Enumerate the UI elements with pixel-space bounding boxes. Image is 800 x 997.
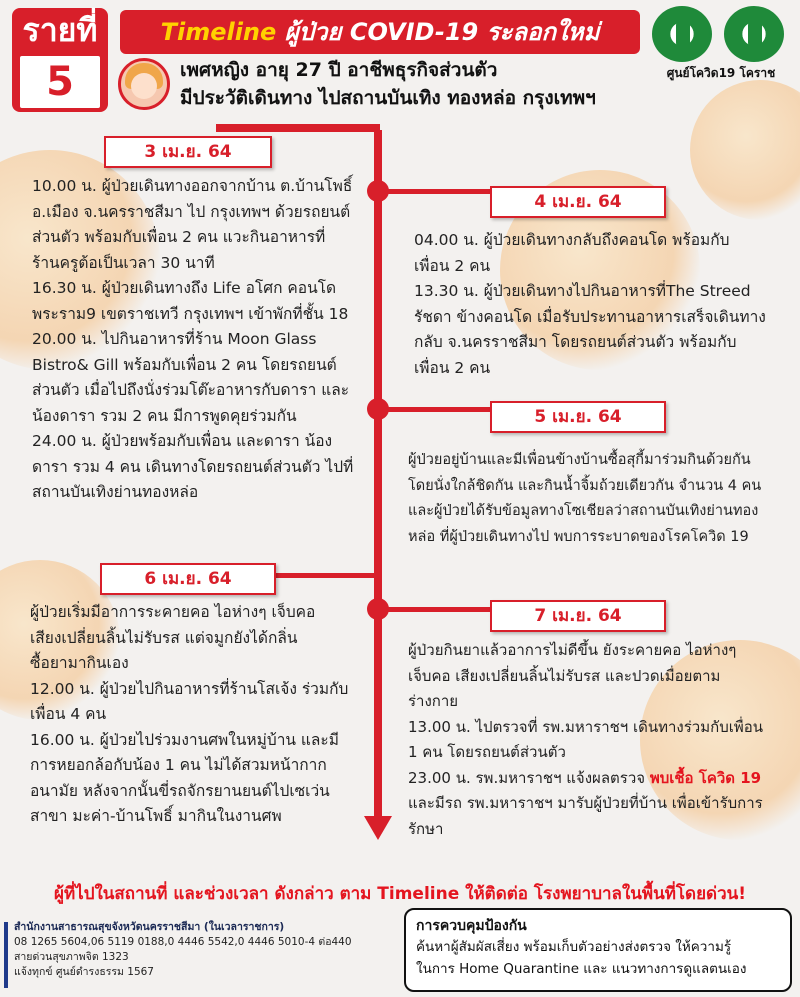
timeline-connector: [380, 189, 490, 194]
event-line: 12.00 น. ผู้ป่วยไปกินอาหารที่ร้านโสเจ้ง ร่วมกับ: [30, 679, 349, 698]
province-seal-icon: [652, 6, 712, 62]
prevention-box: [404, 908, 792, 992]
mental-health-hotline: สายด่วนสุขภาพจิต 1323: [14, 951, 129, 963]
event-line: รักษา: [408, 819, 444, 838]
event-line: ดารา รวม 4 คน เดินทางโดยรถยนต์ส่วนตัว ไปที่: [32, 457, 354, 476]
event-line: เสียงเปลี่ยนลิ้นไม่รับรส แต่จมูกยังได้กลิ่น: [30, 628, 298, 647]
timeline-connector: [380, 407, 490, 412]
date-apr-6: 6 เม.ย. 64: [100, 563, 276, 595]
event-line: อ.เมือง จ.นครราชสีมา ไป กรุงเทพฯ ด้วยรถยนต์: [32, 202, 351, 221]
event-line: หล่อ ที่ผู้ป่วยเดินทางไป พบการระบาดของโรคโควิด 19: [408, 528, 749, 545]
date-apr-7: 7 เม.ย. 64: [490, 600, 666, 632]
event-line: และมีรถ รพ.มหาราชฯ มารับผู้ป่วยที่บ้าน เพื่อเข้ารับการ: [408, 794, 763, 812]
event-line: 13.00 น. ไปตรวจที่ รพ.มหาราชฯ เดินทางร่วมกับเพื่อน: [408, 717, 763, 736]
title-highlight: Timeline: [160, 18, 277, 46]
event-line: โดยนั่งใกล้ชิดกัน และกินน้ำจิ้มถ้วยเดียวกัน จำนวน 4 คน: [408, 477, 762, 494]
events-apr-7: [408, 638, 798, 842]
virus-decoration: [690, 80, 800, 220]
event-line: 16.30 น. ผู้ป่วยเดินทางถึง Life อโศก คอนโด: [32, 279, 337, 297]
event-line: 13.30 น. ผู้ป่วยเดินทางไปกินอาหารที่The Streed: [414, 282, 751, 300]
patient-avatar: [118, 58, 170, 110]
timeline-spine: [374, 130, 382, 820]
logo-caption: ศูนย์โควิด19 โคราช: [666, 66, 776, 80]
event-line: อนามัย หลังจากนั้นขี่รถจักรยานยนต์ไปเซเว่น: [30, 781, 330, 800]
event-line: เพื่อน 2 คน: [414, 358, 491, 377]
prevention-title: การควบคุมป้องกัน: [416, 918, 527, 934]
event-line: ผู้ป่วยอยู่บ้านและมีเพื่อนข้างบ้านซื้อสุกี้มาร่วมกินด้วยกัน: [408, 452, 751, 468]
footer-accent-bar: [4, 922, 8, 988]
prevention-line: ค้นหาผู้สัมผัสเสี่ยง พร้อมเก็บตัวอย่างส่งตรวจ ให้ความรู้: [416, 939, 732, 955]
contact-alert: ผู้ที่ไปในสถานที่ และช่วงเวลา ดังกล่าว ตาม Timeline ให้ติดต่อ โรงพยาบาลในพื้นที่โดยด่วน!: [54, 884, 746, 904]
event-line: 04.00 น. ผู้ป่วยเดินทางกลับถึงคอนโด พร้อมกับ: [414, 231, 730, 249]
events-apr-4: [414, 228, 794, 381]
event-line: รัชดา ข้างคอนโด เมื่อรับประทานอาหารเสร็จเดินทาง: [414, 307, 766, 326]
event-line: Bistro& Gill พร้อมกับเพื่อน 2 คน โดยรถยนต์: [32, 355, 337, 374]
event-line: ร่างกาย: [408, 692, 459, 710]
page-title: [120, 10, 640, 54]
event-line: กลับ จ.นครราชสีมา โดยรถยนต์ส่วนตัว พร้อมกับ: [414, 333, 737, 351]
date-apr-5: 5 เม.ย. 64: [490, 401, 666, 433]
prevention-line: ในการ Home Quarantine และ แนวทางการดูแลตนเอง: [416, 961, 747, 977]
office-name: สำนักงานสาธารณสุขจังหวัดนครราชสีมา (ในเวลาราชการ): [14, 921, 285, 933]
patient-travel-history: มีประวัติเดินทาง ไปสถานบันเทิง ทองหล่อ กรุงเทพฯ: [180, 87, 596, 109]
event-line: สาขา มะค่า-บ้านโพธิ์ มากินในงานศพ: [30, 807, 282, 825]
events-apr-3: [32, 174, 372, 506]
office-phones: 08 1265 5604,06 5119 0188,0 4446 5542,0 4446 5010-4 ต่อ440: [14, 936, 352, 948]
event-line: ร้านครูต้อเป็นเวลา 30 นาที: [32, 253, 215, 272]
timeline-connector: [380, 607, 490, 612]
timeline-top-bar: [216, 124, 380, 132]
event-line: ผู้ป่วยกินยาแล้วอาการไม่ดีขึ้น ยังระคายคอ ไอห่างๆ: [408, 641, 737, 659]
patient-info: [180, 56, 596, 112]
ministry-of-health-logo-icon: [724, 6, 784, 62]
result-prefix: 23.00 น. รพ.มหาราชฯ แจ้งผลตรวจ: [408, 768, 650, 787]
case-label: รายที่: [22, 11, 98, 49]
event-line: เพื่อน 2 คน: [414, 256, 491, 275]
event-line: ผู้ป่วยเริ่มมีอาการระคายคอ ไอห่างๆ เจ็บคอ: [30, 603, 316, 621]
date-apr-3: 3 เม.ย. 64: [104, 136, 272, 168]
event-line: พระราม9 เขตราชเทวี กรุงเทพฯ เข้าพักที่ชั้น 18: [32, 304, 349, 323]
events-apr-5: [408, 448, 798, 550]
event-line: 20.00 น. ไปกินอาหารที่ร้าน Moon Glass: [32, 330, 317, 348]
event-line: เจ็บคอ เสียงเปลี่ยนลิ้นไม่รับรส และปวดเมื่อยตาม: [408, 666, 721, 685]
event-line: 24.00 น. ผู้ป่วยพร้อมกับเพื่อน และดารา น้อง: [32, 432, 333, 450]
event-line: ซื้อยามากินเอง: [30, 654, 129, 672]
event-line: ส่วนตัว พร้อมกับเพื่อน 2 คน แวะกินอาหารที่: [32, 228, 326, 246]
logos: [648, 6, 794, 78]
complaint-center: แจ้งทุกข์ ศูนย์ดำรงธรรม 1567: [14, 966, 154, 978]
patient-demographics: เพศหญิง อายุ 27 ปี อาชีพธุรกิจส่วนตัว: [180, 59, 498, 81]
event-line: 16.00 น. ผู้ป่วยไปร่วมงานศพในหมู่บ้าน และมี: [30, 730, 339, 749]
event-line: การหยอกล้อกับน้อง 1 คน ไม่ได้สวมหน้ากาก: [30, 756, 327, 774]
event-line: 10.00 น. ผู้ป่วยเดินทางออกจากบ้าน ต.บ้านโพธิ์: [32, 177, 353, 195]
event-line: น้องดารา รวม 2 คน มีการพูดคุยร่วมกัน: [32, 406, 297, 425]
date-apr-4: 4 เม.ย. 64: [490, 186, 666, 218]
title-rest: ผู้ป่วย COVID-19 ระลอกใหม่: [276, 18, 600, 46]
case-number-badge: [12, 8, 108, 112]
events-apr-6: [30, 600, 370, 830]
event-line: ส่วนตัว เมื่อไปถึงนั่งร่วมโต๊ะอาหารกับดารา และ: [32, 381, 350, 399]
event-line-result: [408, 766, 798, 792]
event-line: สถานบันเทิงย่านทองหล่อ: [32, 483, 199, 501]
event-line: 1 คน โดยรถยนต์ส่วนตัว: [408, 743, 566, 761]
covid-positive-highlight: พบเชื้อ โควิด 19: [649, 768, 762, 787]
contact-info: [14, 920, 352, 980]
event-line: และผู้ป่วยได้รับข้อมูลทางโซเชียลว่าสถานบันเทิงย่านทอง: [408, 503, 759, 519]
event-line: เพื่อน 4 คน: [30, 705, 107, 723]
case-number: 5: [20, 56, 100, 108]
